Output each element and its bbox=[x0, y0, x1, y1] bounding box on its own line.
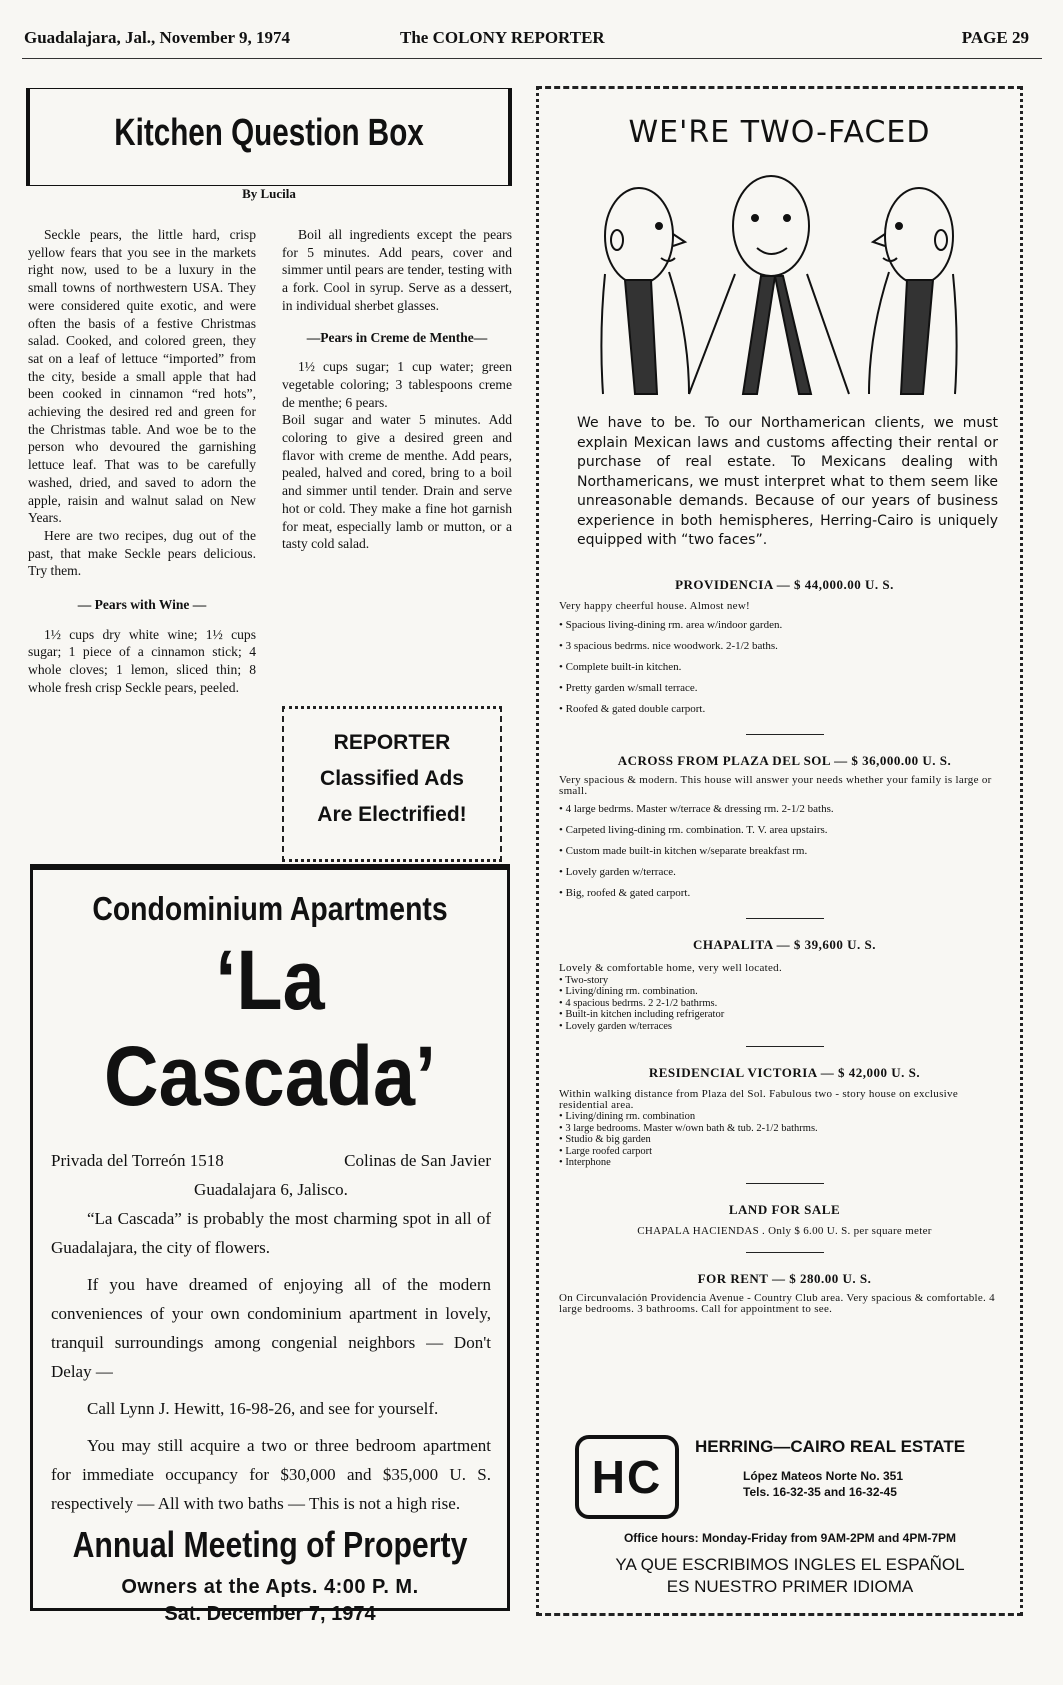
listing-feature: Big, roofed & gated carport. bbox=[565, 886, 691, 899]
listing-separator bbox=[746, 734, 824, 735]
company-name: HERRING—CAIRO REAL ESTATE bbox=[695, 1437, 966, 1456]
for-rent-title: FOR RENT — $ 280.00 U. S. bbox=[697, 1270, 872, 1286]
spanish-slogan-line-2: ES NUESTRO PRIMER IDIOMA bbox=[666, 1577, 914, 1596]
listing-plaza-del-sol: ACROSS FROM PLAZA DEL SOL — $ 36,000.00 U. S. Very spacious & modern. This house will answer your needs whether your family is large or small. • 4 large bedrms. Master w/terrace & dressing rm. 2-1/2 baths. • Carpeted living-dining rm. combination. T. V. area upstairs. • Custom made built-in kitchen w/separate breakfast rm. • Lovely garden w/terrace. • Big, roofed & gated carport. bbox=[559, 753, 1010, 904]
listing-residencial-victoria: RESIDENCIAL VICTORIA — $ 42,000 U. S. Within walking distance from Plaza del Sol. Fabulous two - story house on exclusive residential area. • Living/dining rm. combination • 3 large bedrooms. Master w/own bath & tub. 2-1/2 bathrms. • Studio & big garden • Large roofed carport • Interphone bbox=[559, 1065, 1010, 1169]
listing-feature: Lovely garden w/terrace. bbox=[565, 865, 676, 878]
company-phones: Tels. 16-32-35 and 16-32-45 bbox=[743, 1485, 897, 1499]
listing-feature: 3 spacious bedrms. nice woodwork. 2-1/2 baths. bbox=[565, 639, 778, 652]
recipe-menthe-ingredients: 1½ cups sugar; 1 cup water; green vegetable coloring; 3 tablespoons creme de menthe; 6 pears. bbox=[282, 359, 512, 410]
kitchen-intro-paragraph-2: Here are two recipes, dug out of the past, that make Seckle pears delicious. Try them. bbox=[28, 527, 256, 579]
listing-title: ACROSS FROM PLAZA DEL SOL — $ 36,000.00 U. S. bbox=[617, 752, 952, 768]
classified-line-3: Are Electrified! bbox=[317, 803, 467, 826]
recipe-menthe-method: Boil sugar and water 5 minutes. Add coloring to give a desired green and flavor with creme de menthe. Add pears, pealed, halved and cored, bring to a boil and simmer until tender. Drain and serve hot or cold. They make a fine hot garnish for meat, especially lamb or mutton, or a tasty cold salad. bbox=[282, 412, 512, 552]
listing-feature: 4 spacious bedrms. 2 2-1/2 bathrms. bbox=[565, 997, 718, 1009]
listing-feature: Complete built-in kitchen. bbox=[565, 660, 682, 673]
cascada-paragraph-2: If you have dreamed of enjoying all of the modern conveniences of your own condominium apartment in lovely, tranquil surroundings among congenial neighbors — Don't Delay — bbox=[51, 1275, 491, 1381]
listing-feature: Large roofed carport bbox=[565, 1145, 652, 1157]
listing-description: Lovely & comfortable home, very well located. bbox=[559, 961, 783, 974]
kitchen-byline: By Lucila bbox=[242, 186, 296, 201]
masthead-paper-name: The COLONY REPORTER bbox=[400, 28, 605, 47]
classified-line-1: REPORTER bbox=[333, 731, 451, 754]
listing-feature: Interphone bbox=[565, 1157, 611, 1168]
cascada-address bbox=[51, 1146, 491, 1204]
listing-separator bbox=[746, 1183, 824, 1184]
cascada-colony: Colinas de San Javier bbox=[344, 1151, 491, 1170]
la-cascada-ad bbox=[30, 864, 510, 1625]
listing-feature: Two-story bbox=[565, 974, 609, 986]
listing-separator bbox=[746, 918, 824, 919]
classified-line-2: Classified Ads bbox=[320, 767, 464, 790]
ad-body-text: We have to be. To our Northamerican clients, we must explain Mexican laws and customs affecting their rental or purchase of real estate. To Mexicans dealing with Northamericans, we must interpret what to them seem like unreasonable demands. Because of our years of business experience in both hemispheres, Herring-Cairo is uniquely equipped with “two faces”. bbox=[577, 415, 998, 548]
listing-feature: Built-in kitchen including refrigerator bbox=[565, 1009, 725, 1020]
listing-description: Very spacious & modern. This house will answer your needs whether your family is large or small. bbox=[559, 773, 992, 797]
spanish-slogan-line-1: YA QUE ESCRIBIMOS INGLES EL ESPAÑOL bbox=[615, 1555, 965, 1574]
listing-feature: Lovely garden w/terraces bbox=[565, 1020, 673, 1032]
cascada-meeting-time: Owners at the Apts. 4:00 P. M. bbox=[121, 1576, 419, 1598]
listing-feature: 3 large bedrooms. Master w/own bath & tub. 2-1/2 bathrms. bbox=[565, 1122, 818, 1134]
kitchen-column-1 bbox=[28, 226, 256, 697]
recipe-wine-ingredients: 1½ cups dry white wine; 1½ cups sugar; 1 piece of a cinnamon stick; 4 whole cloves; 1 lemon, sliced thin; 8 whole fresh crisp Seckle pears, peeled. bbox=[28, 626, 256, 695]
listing-feature: Roofed & gated double carport. bbox=[565, 702, 706, 715]
listing-feature: Custom made built-in kitchen w/separate breakfast rm. bbox=[565, 844, 808, 857]
cascada-city: Guadalajara 6, Jalisco. bbox=[194, 1180, 348, 1199]
cascada-meeting-date: Sat. December 7, 1974 bbox=[164, 1603, 376, 1625]
cascada-body bbox=[51, 1204, 491, 1518]
listing-separator bbox=[746, 1252, 824, 1253]
cascada-paragraph-3: Call Lynn J. Hewitt, 16-98-26, and see for yourself. bbox=[87, 1399, 439, 1418]
cascada-paragraph-4: You may still acquire a two or three bedroom apartment for immediate occupancy for $30,000 and $35,000 U. S. respectively — All with two baths — This is not a high rise. bbox=[51, 1436, 491, 1513]
masthead-rule bbox=[22, 58, 1042, 59]
listing-feature: Carpeted living-dining rm. combination. T. V. area upstairs. bbox=[565, 823, 828, 836]
masthead-page-number: PAGE 29 bbox=[961, 28, 1029, 47]
recipe-wine-method: Boil all ingredients except the pears for 5 minutes. Add pears, cover and simmer until pears are tender, testing with a fork. Cool in syrup. Serve as a dessert, in individual sherbet glasses. bbox=[282, 227, 512, 313]
kitchen-column-2 bbox=[282, 226, 512, 553]
herring-cairo-ad bbox=[536, 86, 1023, 1616]
listing-feature: Living/dining rm. combination. bbox=[565, 986, 698, 997]
land-for-sale-title: LAND FOR SALE bbox=[728, 1201, 841, 1217]
ad-headline: WE'RE TWO-FACED bbox=[628, 115, 931, 150]
for-rent-description: On Circunvalación Providencia Avenue - Country Club area. Very spacious & comfortable. 4 large bedrooms. 3 bathrooms. Call for appointment to see. bbox=[559, 1291, 995, 1315]
office-hours: Office hours: Monday-Friday from 9AM-2PM and 4PM-7PM bbox=[623, 1531, 957, 1545]
land-for-sale-description: CHAPALA HACIENDAS . Only $ 6.00 U. S. per square meter bbox=[637, 1224, 932, 1237]
listings bbox=[559, 577, 1010, 1315]
two-faced-cartoon-illustration bbox=[539, 154, 1020, 404]
kitchen-intro-paragraph: Seckle pears, the little hard, crisp yellow fears that you see in the markets right now, used to be a luxury in the small towns of northwestern USA. They were considered quite exotic, and were often the basis of a festive Christmas salad. Cooked, and colored green, they sat on a leaf of lettuce “imported” from the city, beside a small apple that had been cooked in cinnamon “red hots”, achieving the desired red and green for the Christmas table. And woe be to the person who devoured the garnishing lettuce leaf. That was to be carefully washed, dried, and saved to adorn the apple, raisin and walnut salad on New Years. bbox=[28, 227, 256, 526]
recipe-title-pears-wine: — Pears with Wine — bbox=[77, 597, 207, 613]
masthead-date: Guadalajara, Jal., November 9, 1974 bbox=[24, 28, 291, 47]
cascada-name: ‘La Cascada’ bbox=[103, 933, 437, 1123]
cascada-meeting-heading: Annual Meeting of Property bbox=[72, 1524, 468, 1565]
listing-feature: Living/dining rm. combination bbox=[565, 1111, 696, 1122]
recipe-title-creme-de-menthe: —Pears in Creme de Menthe— bbox=[306, 329, 488, 345]
listing-chapalita: CHAPALITA — $ 39,600 U. S. Lovely & comfortable home, very well located. • Two-story • Living/dining rm. combination. • 4 spacious bedrms. 2 2-1/2 bathrms. • Built-in kitchen including refrigerator • Lovely garden w/terraces bbox=[559, 937, 1010, 1033]
company-address: López Mateos Norte No. 351 bbox=[743, 1469, 904, 1483]
kitchen-title: Kitchen Question Box bbox=[114, 112, 424, 154]
classified-ads-box bbox=[282, 706, 502, 862]
listing-title: PROVIDENCIA — $ 44,000.00 U. S. bbox=[675, 576, 894, 592]
cascada-heading: Condominium Apartments bbox=[92, 890, 448, 927]
listing-feature: Pretty garden w/small terrace. bbox=[565, 681, 698, 694]
listing-description: Very happy cheerful house. Almost new! bbox=[559, 599, 751, 612]
listing-title: CHAPALITA — $ 39,600 U. S. bbox=[693, 936, 876, 952]
cascada-street: Privada del Torreón 1518 bbox=[51, 1151, 224, 1170]
listing-feature: Studio & big garden bbox=[565, 1134, 651, 1145]
company-logo-text: HC bbox=[591, 1451, 663, 1503]
listing-separator bbox=[746, 1046, 824, 1047]
listing-providencia: PROVIDENCIA — $ 44,000.00 U. S. Very happy cheerful house. Almost new! • Spacious living-dining rm. area w/indoor garden. • 3 spacious bedrms. nice woodwork. 2-1/2 baths. • Complete built-in kitchen. • Pretty garden w/small terrace. • Roofed & gated double carport. bbox=[559, 577, 1010, 720]
listing-description: Within walking distance from Plaza del Sol. Fabulous two - story house on exclusive residential area. bbox=[559, 1088, 959, 1111]
listing-feature: Spacious living-dining rm. area w/indoor garden. bbox=[565, 618, 783, 631]
listing-feature: 4 large bedrms. Master w/terrace & dressing rm. 2-1/2 baths. bbox=[565, 802, 834, 815]
company-logo bbox=[575, 1435, 679, 1519]
cascada-paragraph-1: “La Cascada” is probably the most charming spot in all of Guadalajara, the city of flowers. bbox=[51, 1209, 491, 1257]
listing-title: RESIDENCIAL VICTORIA — $ 42,000 U. S. bbox=[648, 1065, 921, 1080]
